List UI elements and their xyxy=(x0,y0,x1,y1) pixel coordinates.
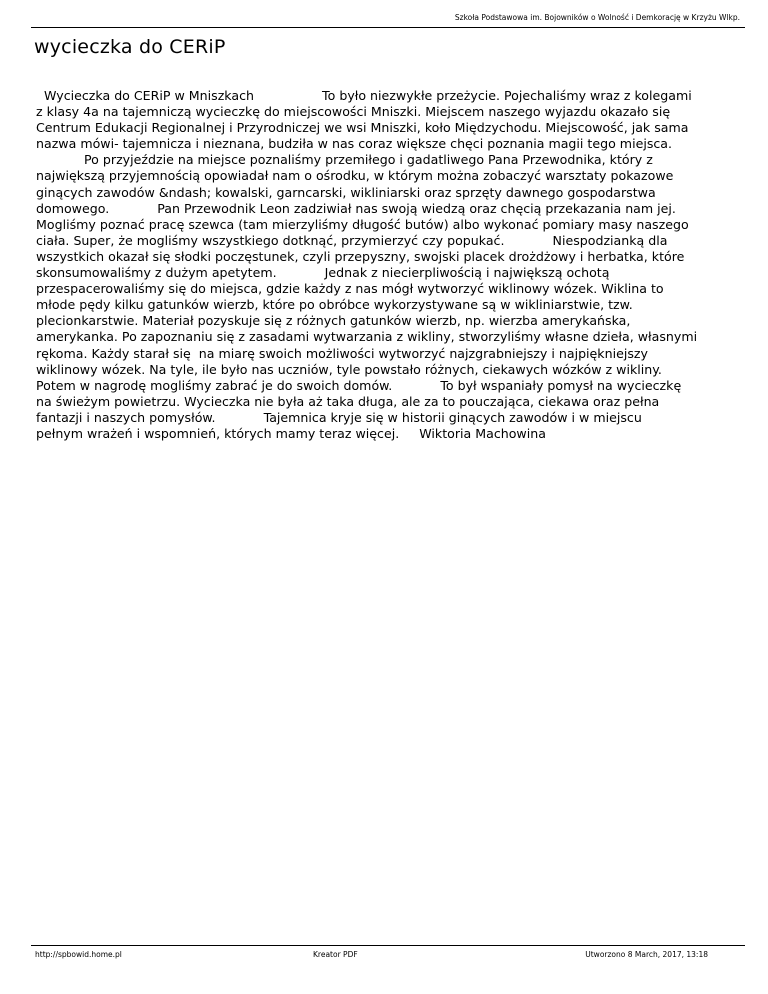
article-line: Mogliśmy poznać pracę szewca (tam mierzyliśmy długość butów) albo wykonać pomiary masy naszego xyxy=(36,216,689,232)
article-line: fantazji i naszych pomysłów. Tajemnica kryje się w historii ginących zawodów i w miejscu xyxy=(36,409,642,425)
header-divider xyxy=(31,27,745,28)
article-line: rękoma. Każdy starał się na miarę swoich możliwości wytworzyć najzgrabniejszy i najpiękniejszy xyxy=(36,345,648,361)
article-line: Centrum Edukacji Regionalnej i Przyrodniczej we wsi Mniszki, koło Międzychodu. Miejscowość, jak sama xyxy=(36,120,689,136)
article-line: młode pędy kilku gatunków wierzb, które po obróbce wykorzystywane są w wikliniarstwie, tzw. xyxy=(36,297,633,313)
article-line: wszystkich okazał się słodki poczęstunek, czyli przepyszny, swojski placek drożdżowy i herbatka, które xyxy=(36,248,685,264)
article-line: Wycieczka do CERiP w Mniszkach To było niezwykłe przeżycie. Pojechaliśmy wraz z kolegami xyxy=(36,88,692,103)
article-line: ginących zawodów &ndash; kowalski, garncarski, wikliniarski oraz sprzęty dawnego gospodarstwa xyxy=(36,184,656,200)
article-line: amerykanka. Po zapoznaniu się z zasadami wytwarzania z wikliny, stworzyliśmy własne dzieła, własnymi xyxy=(36,329,698,345)
article-line: skonsumowaliśmy z dużym apetytem. Jednak z niecierpliwością i największą ochotą xyxy=(36,265,610,281)
footer-created-date: Utworzono 8 March, 2017, 13:18 xyxy=(585,950,708,959)
article-line: domowego. Pan Przewodnik Leon zadziwiał nas swoją wiedzą oraz chęcią przekazania nam jej. xyxy=(36,200,676,216)
article-line: na świeżym powietrzu. Wycieczka nie była aż taka długa, ale za to pouczająca, ciekawa oraz pełna xyxy=(36,393,660,409)
article-line: największą przyjemnością opowiadał nam o ośrodku, w którym można zobaczyć warsztaty pokazowe xyxy=(36,168,674,184)
article-line: z klasy 4a na tajemniczą wycieczkę do miejscowości Mniszki. Miejscem naszego wyjazdu okazało się xyxy=(36,104,671,120)
footer-generator: Kreator PDF xyxy=(313,950,358,959)
article-line: wiklinowy wózek. Na tyle, ile było nas uczniów, tyle powstało różnych, ciekawych wózków z wikliny. xyxy=(36,361,662,377)
article-line: nazwa mówi- tajemnicza i nieznana, budziła w nas coraz większe chęci poznania magii tego miejsca. xyxy=(36,136,673,152)
article-line: Po przyjeździe na miejsce poznaliśmy przemiłego i gadatliwego Pana Przewodnika, który z xyxy=(36,152,653,168)
article-line: przespacerowaliśmy się do miejsca, gdzie każdy z nas mógł wytworzyć wiklinowy wózek. Wiklina to xyxy=(36,281,664,297)
article-line: Potem w nagrodę mogliśmy zabrać je do swoich domów. To był wspaniały pomysł na wycieczkę xyxy=(36,377,682,393)
article-line: ciała. Super, że mogliśmy wszystkiego dotknąć, przymierzyć czy popukać. Niespodzianką dla xyxy=(36,232,668,248)
page-header-school: Szkoła Podstawowa im. Bojowników o Wolność i Demkorację w Krzyżu Wlkp. xyxy=(454,13,740,22)
page-title: wycieczka do CERiP xyxy=(34,36,226,58)
article-line: pełnym wrażeń i wspomnień, których mamy teraz więcej. Wiktoria Machowina xyxy=(36,425,546,441)
footer-url: http://spbowid.home.pl xyxy=(35,950,122,959)
footer-divider xyxy=(31,945,745,946)
article-line: plecionkarstwie. Materiał pozyskuje się z różnych gatunków wierzb, np. wierzba amerykańska, xyxy=(36,313,631,329)
article-body xyxy=(36,88,736,442)
